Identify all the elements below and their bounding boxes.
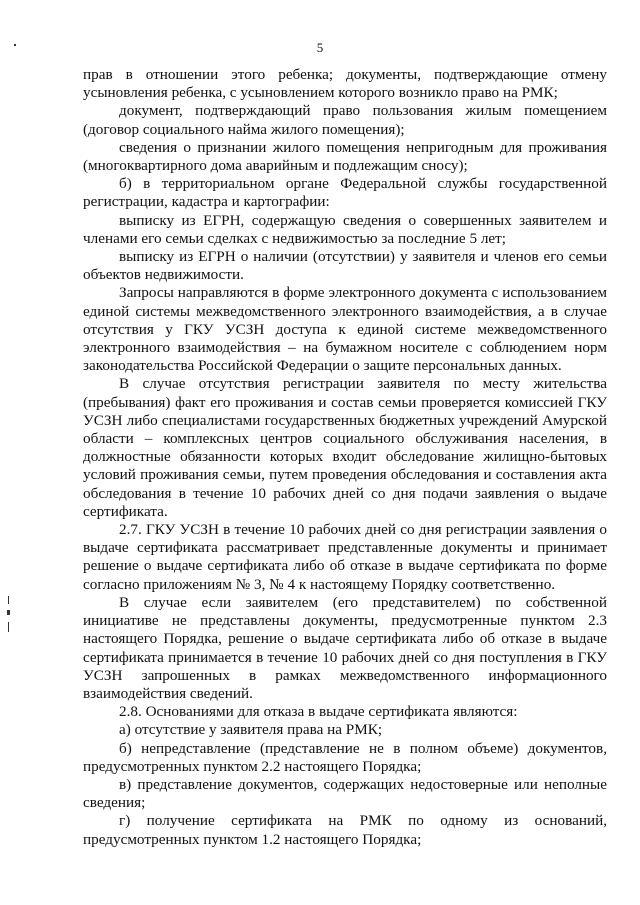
paragraph-14: в) представление документов, содержащих недостоверные или неполные сведения; [83, 775, 607, 812]
paragraph-11: 2.8. Основаниями для отказа в выдаче сертификата являются: [119, 703, 518, 721]
paragraph-6: выписку из ЕГРН о наличии (отсутствии) у заявителя и членов его семьи объектов недвижимости. [83, 248, 607, 284]
scan-mark [14, 44, 16, 46]
paragraph-10: В случае если заявителем (его представителем) по собственной инициативе не представлены документы, предусмотренные пунктом 2.3 настоящего Порядка, решение о выдаче сертификата либо об отказе в выдаче сертификата принимается в течение 10 рабочих дней со дня поступления в ГКУ УСЗН запрошенных в рамках межведомственного информационного взаимодействия сведений. [83, 593, 607, 702]
paragraph-12: а) отсутствие у заявителя права на РМК; [119, 721, 383, 739]
paragraph-1: прав в отношении этого ребенка; документы, подтверждающие отмену усыновления ребенка, с усыновлением которого возникло право на РМК; [83, 66, 607, 102]
paragraph-13: б) непредставление (представление не в полном объеме) документов, предусмотренных пунктом 2.2 настоящего Порядка; [83, 739, 607, 775]
paragraph-3: сведения о признании жилого помещения непригодным для проживания (многоквартирного дома аварийным и подлежащим сносу); [83, 138, 607, 175]
scan-mark [8, 596, 9, 604]
paragraph-2: документ, подтверждающий право пользования жилым помещением (договор социального найма жилого помещения); [83, 102, 607, 138]
paragraph-8: В случае отсутствия регистрации заявителя по месту жительства (пребывания) факт его проживания и состав семьи проверяется комиссией ГКУ УСЗН либо специалистами государственных бюджетных учреждений Амурской области – комплексных центров социального обслуживания населения, в должностные обязанности которых входит обследование жилищно-бытовых условий проживания семьи, путем проведения обследования и составления акта обследования в течение 10 рабочих дней со дня подачи заявления о выдаче сертификата. [83, 375, 607, 520]
scan-mark [7, 610, 10, 615]
paragraph-15: г) получение сертификата на РМК по одному из оснований, предусмотренных пунктом 1.2 настоящего Порядка; [83, 812, 607, 848]
paragraph-7: Запросы направляются в форме электронного документа с использованием единой системы межведомственного электронного взаимодействия, а в случае отсутствия у ГКУ УСЗН доступа к единой системе межведомственного электронного взаимодействия – на бумажном носителе с соблюдением норм законодательства Российской Федерации о защите персональных данных. [83, 284, 607, 375]
document-body [83, 66, 607, 849]
scan-mark [8, 622, 9, 632]
paragraph-4: б) в территориальном органе Федеральной службы государственной регистрации, кадастра и картографии: [83, 175, 607, 211]
page-number: 5 [316, 40, 324, 55]
paragraph-9: 2.7. ГКУ УСЗН в течение 10 рабочих дней со дня регистрации заявления о выдаче сертификата рассматривает представленные документы и принимает решение о выдаче сертификата либо об отказе в выдаче сертификата по форме согласно приложениям № 3, № 4 к настоящему Порядку соответственно. [83, 521, 607, 593]
paragraph-5: выписку из ЕГРН, содержащую сведения о совершенных заявителем и членами его семьи сделках с недвижимостью за последние 5 лет; [83, 211, 607, 247]
